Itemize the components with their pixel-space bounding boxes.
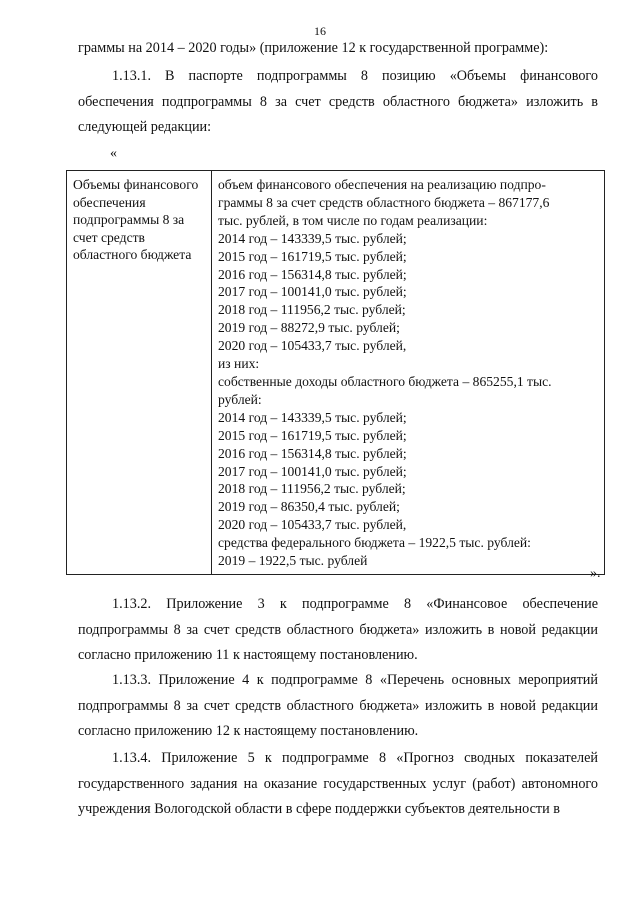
paragraph-1-13-3: 1.13.3. Приложение 4 к подпрограмме 8 «Перечень основных мероприятий подпрограммы 8 за счет средств областного бюджета» изложить в новой редакции согласно приложению 12 к настоящему постановлению. (78, 672, 598, 739)
table-line: 2017 год – 100141,0 тыс. рублей; (218, 463, 407, 479)
table-line: 2019 год – 86350,4 тыс. рублей; (218, 499, 400, 515)
table-line: 2014 год – 143339,5 тыс. рублей; (218, 409, 407, 425)
table-label-cell: Объемы финансового обеспечения подпрограммы 8 за счет средств областного бюджета (67, 171, 212, 575)
table-line: 2019 год – 88272,9 тыс. рублей; (218, 320, 400, 336)
table-line: 2016 год – 156314,8 тыс. рублей; (218, 445, 407, 461)
table-line: 2020 год – 105433,7 тыс. рублей, (218, 338, 407, 354)
table-line: 2015 год – 161719,5 тыс. рублей; (218, 427, 407, 443)
table-line: 2017 год – 100141,0 тыс. рублей; (218, 284, 407, 300)
table-line: рублей: (218, 391, 262, 407)
table-line: 2019 – 1922,5 тыс. рублей (218, 553, 368, 569)
table-line: 2015 год – 161719,5 тыс. рублей; (218, 248, 407, 264)
quote-close: ». (590, 566, 601, 581)
table-content-cell (212, 171, 605, 575)
passport-table (66, 170, 605, 575)
table-row (67, 171, 605, 575)
table-line: 2020 год – 105433,7 тыс. рублей, (218, 517, 407, 533)
paragraph-1-13-1: 1.13.1. В паспорте подпрограммы 8 позицию «Объемы финансового обеспечения подпрограммы 8 за счет средств областного бюджета» изложить в следующей редакции: (78, 68, 598, 135)
table-line: 2016 год – 156314,8 тыс. рублей; (218, 266, 407, 282)
quote-open: « (110, 146, 117, 161)
table-line: 2018 год – 111956,2 тыс. рублей; (218, 481, 406, 497)
table-line: собственные доходы областного бюджета – 865255,1 тыс. (218, 373, 552, 389)
table-line: граммы 8 за счет средств областного бюджета – 867177,6 (218, 194, 550, 210)
table-line: 2014 год – 143339,5 тыс. рублей; (218, 230, 407, 246)
table-line: тыс. рублей, в том числе по годам реализации: (218, 212, 488, 228)
table-line: средства федерального бюджета – 1922,5 тыс. рублей: (218, 535, 531, 551)
page-number: 16 (314, 24, 326, 38)
table-line: 2018 год – 111956,2 тыс. рублей; (218, 302, 406, 318)
paragraph-1-13-4: 1.13.4. Приложение 5 к подпрограмме 8 «Прогноз сводных показателей государственного задания на оказание государственных услуг (работ) автономного учреждения Вологодской области в сфере поддержки субъектов деятельности в (78, 750, 598, 817)
table-line: объем финансового обеспечения на реализацию подпро- (218, 177, 546, 192)
paragraph-1-13-2: 1.13.2. Приложение 3 к подпрограмме 8 «Финансовое обеспечение подпрограммы 8 за счет средств областного бюджета» изложить в новой редакции согласно приложению 11 к настоящему постановлению. (78, 596, 598, 663)
paragraph-continuation: граммы на 2014 – 2020 годы» (приложение 12 к государственной программе): (78, 40, 549, 56)
table-line: из них: (218, 356, 260, 372)
